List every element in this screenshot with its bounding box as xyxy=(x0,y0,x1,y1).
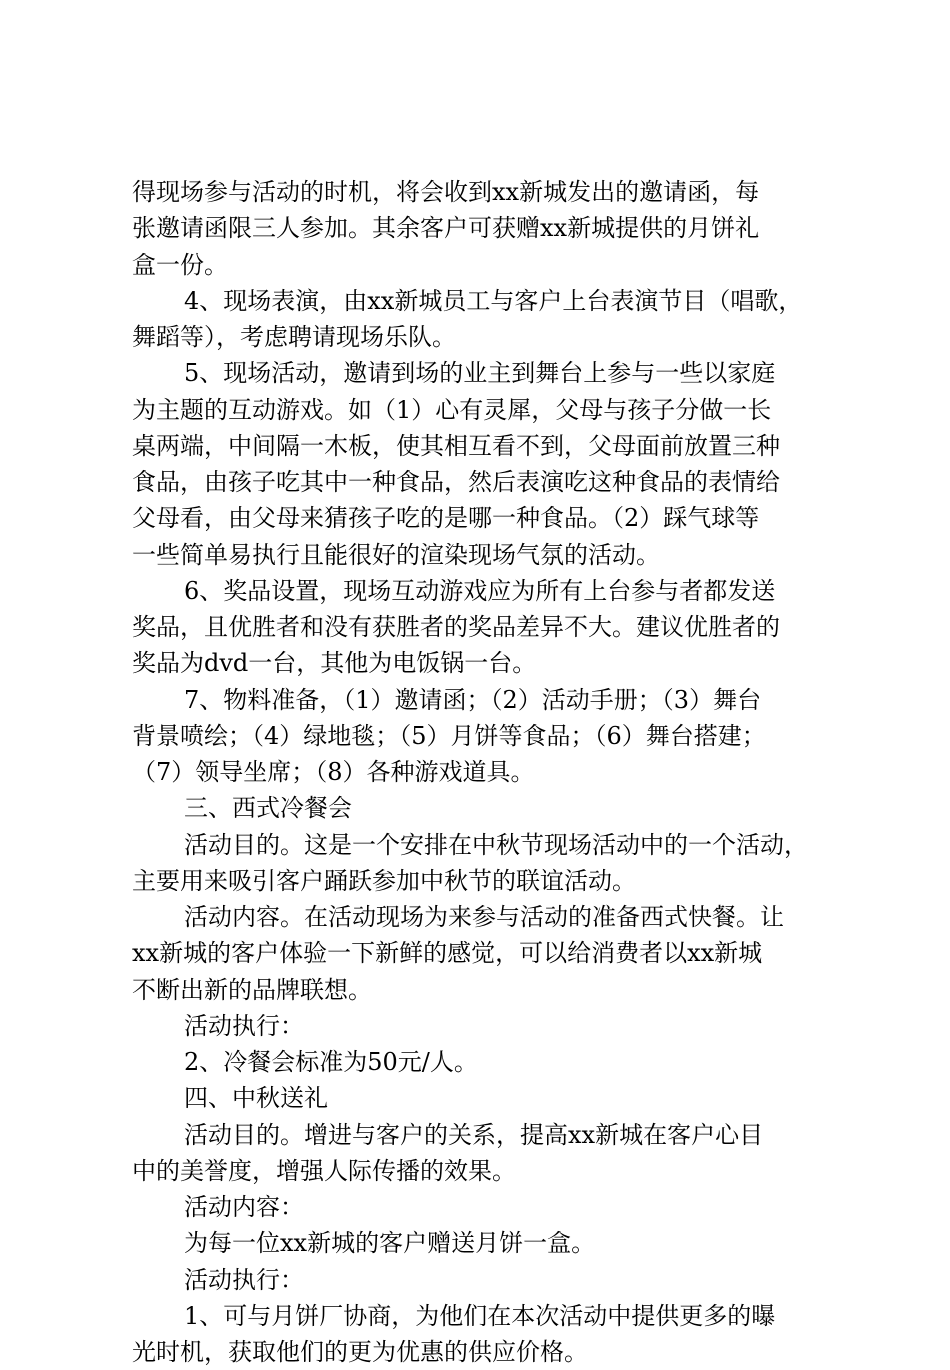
text-line: 奖品为dvd一台，其他为电饭锅一台。 xyxy=(132,649,537,678)
text-line: 桌两端，中间隔一木板，使其相互看不到，父母面前放置三种 xyxy=(132,431,780,460)
text-line: 为主题的互动游戏。如（1）心有灵犀，父母与孩子分做一长 xyxy=(132,395,772,424)
text-line: 活动内容： xyxy=(184,1193,304,1221)
text-line: xx新城的客户体验一下新鲜的感觉，可以给消费者以xx新城 xyxy=(132,939,763,968)
text-line: 主要用来吸引客户踊跃参加中秋节的联谊活动。 xyxy=(132,866,636,895)
text-line: 1、可与月饼厂协商，为他们在本次活动中提供更多的曝 xyxy=(184,1301,776,1330)
text-line: 光时机，获取他们的更为优惠的供应价格。 xyxy=(132,1338,588,1366)
text-line: 三、西式冷餐会 xyxy=(184,794,352,823)
text-line: 活动执行： xyxy=(184,1265,304,1294)
text-line: 背景喷绘；（4）绿地毯；（5）月饼等食品；（6）舞台搭建； xyxy=(132,721,766,750)
text-line: 舞蹈等），考虑聘请现场乐队。 xyxy=(132,323,456,351)
text-line: 一些简单易执行且能很好的渲染现场气氛的活动。 xyxy=(132,540,660,569)
text-line: 中的美誉度，增强人际传播的效果。 xyxy=(132,1156,516,1185)
text-line: 活动目的。增进与客户的关系，提高xx新城在客户心目 xyxy=(184,1120,764,1149)
text-line: 活动执行： xyxy=(184,1011,304,1040)
text-line: 不断出新的品牌联想。 xyxy=(132,975,372,1004)
text-line: 6、奖品设置，现场互动游戏应为所有上台参与者都发送 xyxy=(184,576,776,605)
text-line: 活动目的。这是一个安排在中秋节现场活动中的一个活动， xyxy=(184,830,808,859)
text-line: 四、中秋送礼 xyxy=(184,1084,328,1113)
text-line: 2、冷餐会标准为50元/人。 xyxy=(184,1048,478,1076)
text-line: 奖品，且优胜者和没有获胜者的奖品差异不大。建议优胜者的 xyxy=(132,613,780,641)
text-line: 父母看，由父母来猜孩子吃的是哪一种食品。（2）踩气球等 xyxy=(132,504,760,533)
text-line: 张邀请函限三人参加。其余客户可获赠xx新城提供的月饼礼 xyxy=(132,214,760,243)
text-line: 食品，由孩子吃其中一种食品，然后表演吃这种食品的表情给 xyxy=(132,468,780,496)
text-line: 盒一份。 xyxy=(132,250,228,279)
text-line: 得现场参与活动的时机，将会收到xx新城发出的邀请函，每 xyxy=(132,178,760,206)
text-line: 为每一位xx新城的客户赠送月饼一盒。 xyxy=(184,1229,596,1258)
text-line: 5、现场活动，邀请到场的业主到舞台上参与一些以家庭 xyxy=(184,359,776,388)
text-line: 活动内容。在活动现场为来参与活动的准备西式快餐。让 xyxy=(184,903,784,931)
text-line: （7）领导坐席；（8）各种游戏道具。 xyxy=(132,758,535,786)
text-line: 4、现场表演，由xx新城员工与客户上台表演节目（唱歌， xyxy=(184,286,803,315)
text-line: 7、物料准备，（1）邀请函；（2）活动手册；（3）舞台 xyxy=(184,685,762,714)
